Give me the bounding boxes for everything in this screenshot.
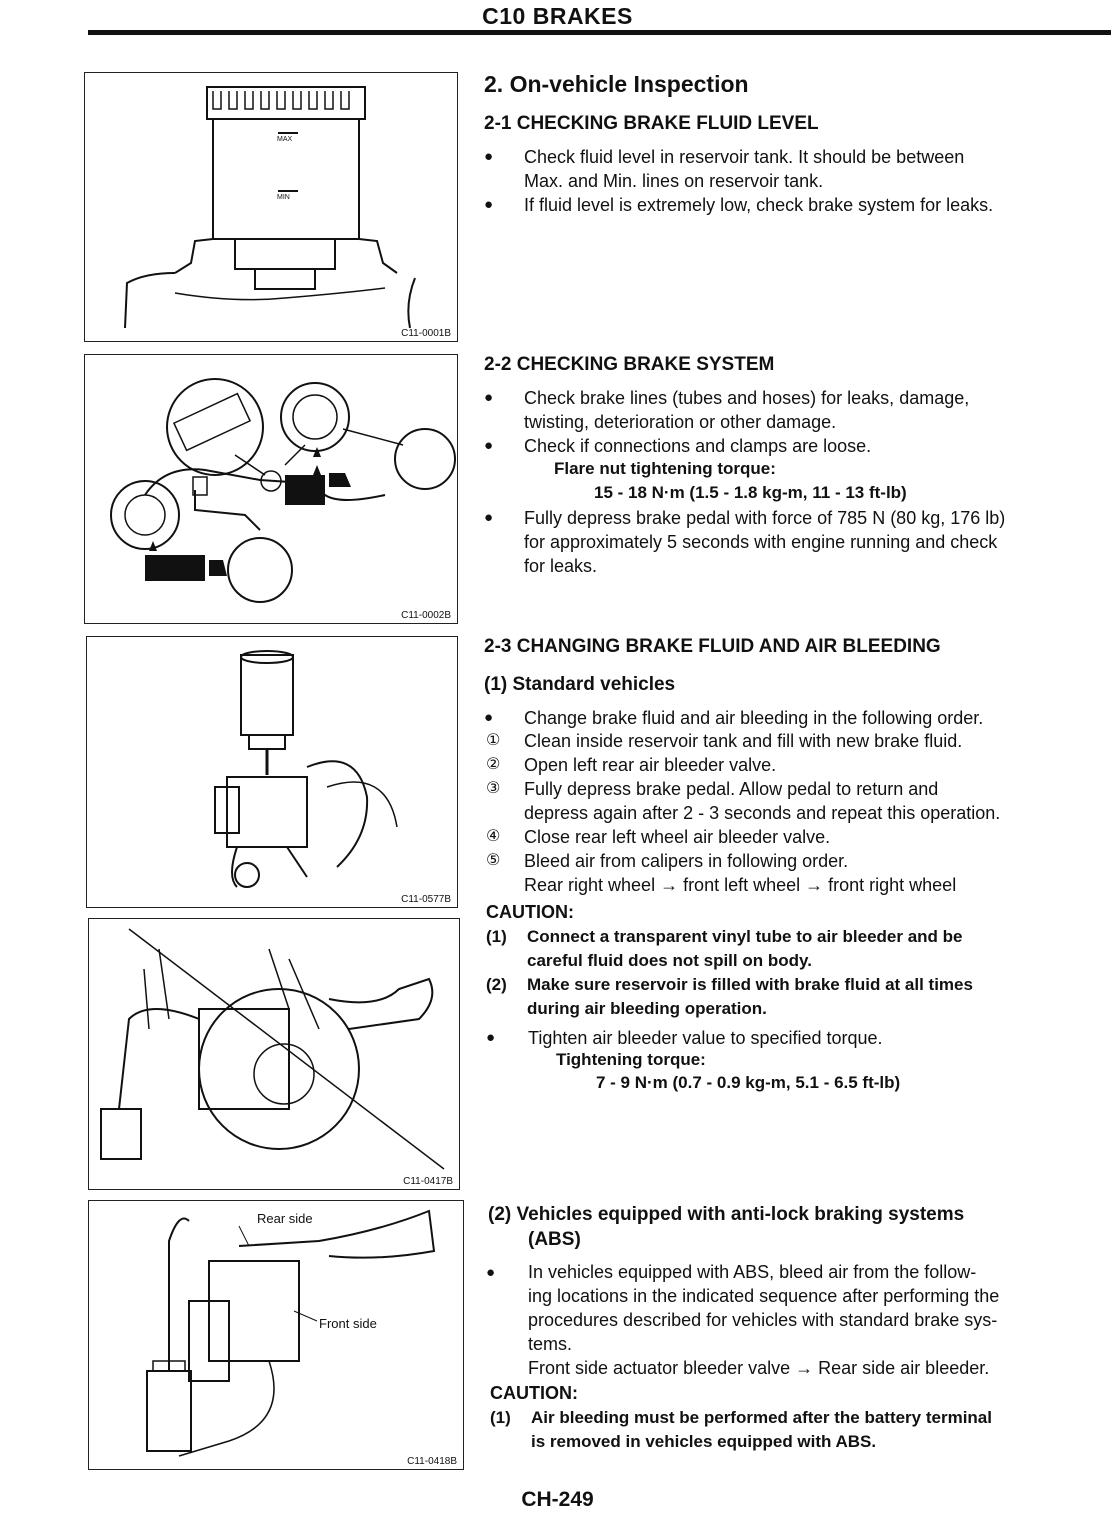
s21-bullet1-line2: Max. and Min. lines on reservoir tank.	[524, 171, 824, 191]
caution-2-line2: during air bleeding operation.	[527, 999, 767, 1018]
s22-bullet1-line2: twisting, deterioration or other damage.	[524, 412, 837, 432]
heading-2-1: 2-1 CHECKING BRAKE FLUID LEVEL	[484, 113, 819, 134]
s22-bullet1-line1: Check brake lines (tubes and hoses) for leaks, damage,	[524, 388, 970, 408]
abs-line2: ing locations in the indicated sequence after performing the	[528, 1286, 1000, 1306]
caution-number: (1)	[490, 1408, 511, 1427]
figure-master-cylinder	[86, 636, 458, 908]
caution-1-line2: careful fluid does not spill on body.	[527, 951, 812, 970]
abs-caution-line2: is removed in vehicles equipped with ABS.	[531, 1432, 877, 1451]
header-rule	[88, 30, 1111, 35]
s23-bullet1: Change brake fluid and air bleeding in the following order.	[524, 708, 984, 728]
step-number: ①	[486, 732, 501, 749]
bullet-icon: ●	[484, 709, 494, 726]
figure-abs-actuator	[88, 1200, 464, 1470]
step-number: ③	[486, 780, 501, 797]
s22-bullet3-line3: for leaks.	[524, 556, 598, 576]
bullet-icon: ●	[484, 196, 494, 213]
section-title: 2. On-vehicle Inspection	[484, 71, 749, 97]
caliper-bleeding-illustration	[89, 919, 458, 1188]
page-header	[0, 0, 1115, 40]
bleeder-torque-value: 7 - 9 N·m (0.7 - 0.9 kg-m, 5.1 - 6.5 ft-lb)	[596, 1073, 901, 1092]
bullet-icon: ●	[484, 509, 494, 526]
heading-2-3: 2-3 CHANGING BRAKE FLUID AND AIR BLEEDING	[484, 636, 941, 657]
figure-code: C11-0418B	[407, 1456, 457, 1467]
abs-line3: procedures described for vehicles with standard brake sys-	[528, 1310, 998, 1330]
bullet-icon: ●	[486, 1264, 496, 1281]
max-line-label: MAX	[277, 136, 293, 143]
s23-bullet2: Tighten air bleeder value to specified torque.	[528, 1028, 883, 1048]
step-5-line1: Bleed air from calipers in following order.	[524, 851, 849, 871]
page-number: CH-249	[521, 1488, 594, 1511]
reservoir-tank-illustration	[85, 73, 456, 340]
bleeder-torque-label: Tightening torque:	[556, 1050, 706, 1069]
figure-code: C11-0577B	[401, 894, 451, 905]
step-1-line1: Clean inside reservoir tank and fill with new brake fluid.	[524, 731, 963, 751]
abs-caution-line1: Air bleeding must be performed after the battery terminal	[531, 1408, 992, 1427]
bullet-icon: ●	[486, 1029, 496, 1046]
figure-caliper-bleeding	[88, 918, 460, 1190]
s21-bullet1-line1: Check fluid level in reservoir tank. It should be between	[524, 147, 965, 167]
step-number: ②	[486, 756, 501, 773]
abs-line1: In vehicles equipped with ABS, bleed air from the follow-	[528, 1262, 977, 1282]
flare-nut-torque-label: Flare nut tightening torque:	[554, 459, 776, 478]
bullet-icon: ●	[484, 437, 494, 454]
heading-2-2: 2-2 CHECKING BRAKE SYSTEM	[484, 354, 775, 375]
s22-bullet3-line2: for approximately 5 seconds with engine running and check	[524, 532, 998, 552]
figure-reservoir-tank	[84, 72, 458, 342]
step-number: ⑤	[486, 852, 501, 869]
caution-number: (1)	[486, 927, 507, 946]
heading-abs-vehicles-line2: (ABS)	[528, 1229, 581, 1250]
rear-side-label: Rear side	[257, 1211, 313, 1226]
figure-brake-lines	[84, 354, 458, 624]
caution-label: CAUTION:	[490, 1383, 578, 1403]
chapter-title: C10 BRAKES	[482, 3, 633, 29]
s22-bullet2: Check if connections and clamps are loose.	[524, 436, 872, 456]
abs-actuator-illustration	[89, 1201, 462, 1468]
heading-abs-vehicles-line1: (2) Vehicles equipped with anti-lock braking systems	[488, 1204, 965, 1225]
min-line-label: MIN	[277, 194, 290, 201]
flare-nut-torque-value: 15 - 18 N·m (1.5 - 1.8 kg-m, 11 - 13 ft-lb)	[594, 483, 907, 502]
abs-line5: Front side actuator bleeder valve → Rear side air bleeder.	[528, 1358, 990, 1378]
step-2-line1: Open left rear air bleeder valve.	[524, 755, 777, 775]
bullet-icon: ●	[484, 148, 494, 165]
s22-bullet3-line1: Fully depress brake pedal with force of 785 N (80 kg, 176 lb)	[524, 508, 1006, 528]
brake-lines-illustration	[85, 355, 456, 622]
front-side-label: Front side	[319, 1316, 377, 1331]
caution-number: (2)	[486, 975, 507, 994]
master-cylinder-illustration	[87, 637, 456, 906]
step-4-line1: Close rear left wheel air bleeder valve.	[524, 827, 831, 847]
s21-bullet2: If fluid level is extremely low, check brake system for leaks.	[524, 195, 994, 215]
bullet-icon: ●	[484, 389, 494, 406]
step-number: ④	[486, 828, 501, 845]
step-5-line2: Rear right wheel → front left wheel → front right wheel	[524, 875, 957, 895]
abs-line4: tems.	[528, 1334, 573, 1354]
heading-standard-vehicles: (1) Standard vehicles	[484, 674, 676, 695]
figure-code: C11-0002B	[401, 610, 451, 621]
figure-code: C11-0001B	[401, 328, 451, 339]
figure-code: C11-0417B	[403, 1176, 453, 1187]
caution-label: CAUTION:	[486, 902, 574, 922]
step-3-line2: depress again after 2 - 3 seconds and repeat this operation.	[524, 803, 1001, 823]
caution-1-line1: Connect a transparent vinyl tube to air bleeder and be	[527, 927, 963, 946]
caution-2-line1: Make sure reservoir is filled with brake fluid at all times	[527, 975, 973, 994]
step-3-line1: Fully depress brake pedal. Allow pedal to return and	[524, 779, 939, 799]
